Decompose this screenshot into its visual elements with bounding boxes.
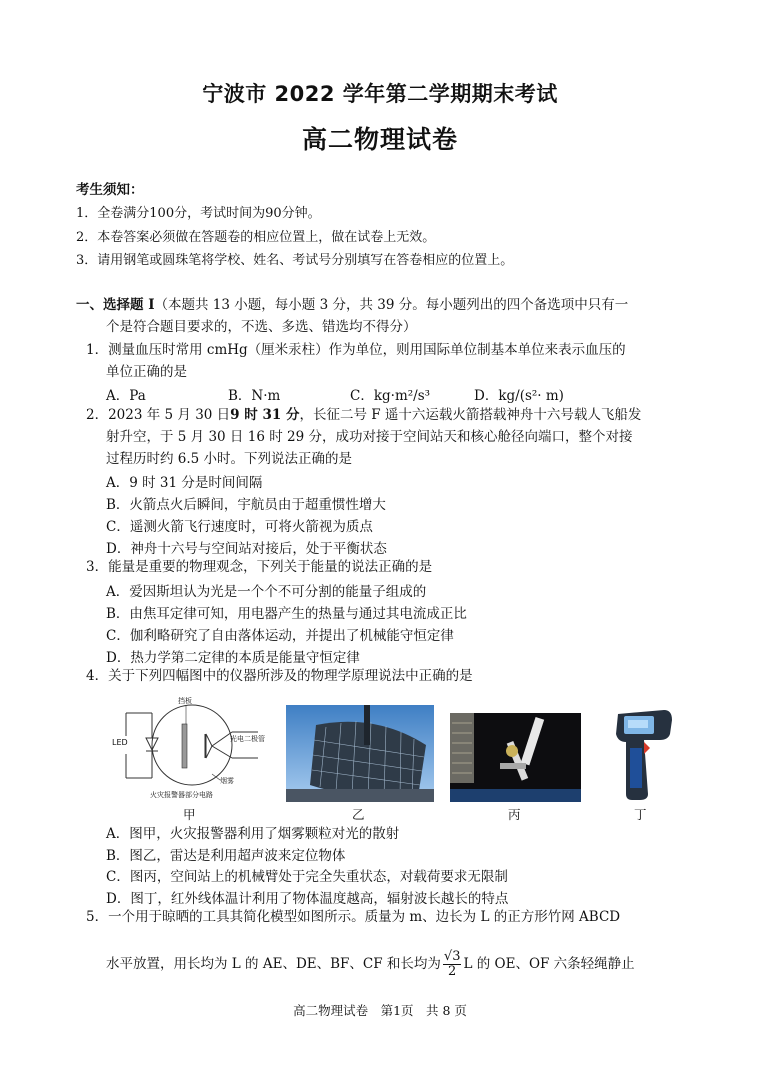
q3-option-a: A．爱因斯坦认为光是一个个不可分割的能量子组成的: [106, 584, 427, 600]
q4-option-c: C．图丙，空间站上的机械臂处于完全失重状态，对载荷要求无限制: [106, 869, 508, 885]
label-photodiode: 光电二极管: [230, 735, 265, 743]
q4-stem: 4．关于下列四幅图中的仪器所涉及的物理学原理说法中正确的是: [86, 668, 473, 684]
q2-stem-bold: 9 时 31 分: [230, 407, 300, 423]
figure-thermometer-photo: [604, 708, 676, 802]
q3-option-b: B．由焦耳定律可知，用电器产生的热量与通过其电流成正比: [106, 606, 467, 622]
exam-subtitle: 高二物理试卷: [301, 125, 458, 154]
caption-yi: 乙: [352, 807, 365, 822]
q3-option-c: C．伽利略研究了自由落体运动，并提出了机械能守恒定律: [106, 628, 454, 644]
q4-option-d: D．图丁，红外线体温计利用了物体温度越高，辐射波长越长的特点: [106, 891, 509, 907]
notice-item: 1．全卷满分100分，考试时间为90分钟。: [76, 206, 321, 221]
figure-fire-alarm: [108, 696, 278, 802]
radar-dish-image: [286, 705, 434, 802]
label-circuit: 火灾报警器部分电路: [150, 791, 213, 799]
q2-stem-2: 射升空，于 5 月 30 日 16 时 29 分，成功对接于空间站天和核心舱径向端口，整个对接: [106, 429, 633, 445]
section-heading: [76, 296, 628, 314]
q1-option-c: C．kg·m²/s³: [350, 388, 431, 404]
page-footer: 高二物理试卷 第1页 共 8 页: [293, 1003, 467, 1018]
caption-jia: 甲: [183, 807, 196, 822]
exam-title: 宁波市 2022 学年第二学期期末考试: [202, 82, 558, 106]
notice-item: 2．本卷答案必须做在答题卷的相应位置上，做在试卷上无效。: [76, 230, 436, 245]
fraction-denominator: 2: [448, 964, 457, 979]
figure-robot-arm-photo: [450, 713, 581, 802]
q2-stem: [86, 406, 641, 424]
caption-bing: 丙: [508, 807, 521, 822]
fire-alarm-circuit-diagram: [108, 696, 278, 802]
q5-stem-2-post: L 的 OE、OF 六条轻绳静止: [463, 956, 635, 972]
q1-option-d: D．kg/(s²· m): [474, 388, 564, 404]
section-label: 一、选择题 I: [76, 297, 155, 313]
q2-stem-pre: 2．2023 年 5 月 30 日: [86, 407, 231, 423]
label-led: LED: [112, 738, 128, 747]
q1-option-b: B．N·m: [228, 388, 281, 404]
q5-stem: 5．一个用于晾晒的工具其简化模型如图所示。质量为 m、边长为 L 的正方形竹网 ABCD: [86, 909, 621, 925]
label-smoke: 烟雾: [220, 777, 234, 785]
q2-option-b: B．火箭点火后瞬间，宇航员由于超重惯性增大: [106, 497, 386, 513]
q4-option-b: B．图乙，雷达是利用超声波来定位物体: [106, 848, 346, 864]
figure-radar-photo: [286, 705, 434, 802]
q3-option-d: D．热力学第二定律的本质是能量守恒定律: [106, 650, 360, 666]
fraction-sqrt3-over-2: [443, 950, 462, 979]
q2-option-a: A．9 时 31 分是时间间隔: [106, 475, 263, 491]
q5-stem-2-pre: 水平放置，用长均为 L 的 AE、DE、BF、CF 和长均为: [106, 956, 441, 972]
section-desc: （本题共 13 小题，每小题 3 分，共 39 分。每小题列出的四个备选项中只有一: [154, 297, 629, 313]
q1-stem-2: 单位正确的是: [106, 364, 187, 380]
notice-heading: 考生须知：: [76, 182, 144, 198]
notice-item: 3．请用钢笔或圆珠笔将学校、姓名、考试号分别填写在答卷相应的位置上。: [76, 253, 514, 268]
space-robotic-arm-image: [450, 713, 581, 802]
q2-option-d: D．神舟十六号与空间站对接后，处于平衡状态: [106, 541, 387, 557]
q3-stem: 3．能量是重要的物理观念，下列关于能量的说法正确的是: [86, 559, 433, 575]
q1-stem: 1．测量血压时常用 cmHg（厘米汞柱）作为单位，则用国际单位制基本单位来表示血压的: [86, 342, 626, 358]
q2-option-c: C．遥测火箭飞行速度时，可将火箭视为质点: [106, 519, 373, 535]
q1-option-a: A．Pa: [106, 388, 146, 404]
section-desc-line2: 个是符合题目要求的，不选、多选、错选均不得分）: [106, 319, 417, 335]
q4-option-a: A．图甲，火灾报警器利用了烟雾颗粒对光的散射: [106, 826, 400, 842]
label-baffle: 挡板: [178, 697, 192, 705]
infrared-thermometer-image: [604, 708, 676, 802]
fraction-numerator: √3: [443, 949, 461, 964]
q2-stem-post: ，长征二号 F 遥十六运载火箭搭载神舟十六号载人飞船发: [299, 407, 642, 423]
caption-ding: 丁: [634, 807, 647, 822]
q5-stem-2: [106, 950, 635, 979]
q2-stem-3: 过程历时约 6.5 小时。下列说法正确的是: [106, 451, 353, 467]
